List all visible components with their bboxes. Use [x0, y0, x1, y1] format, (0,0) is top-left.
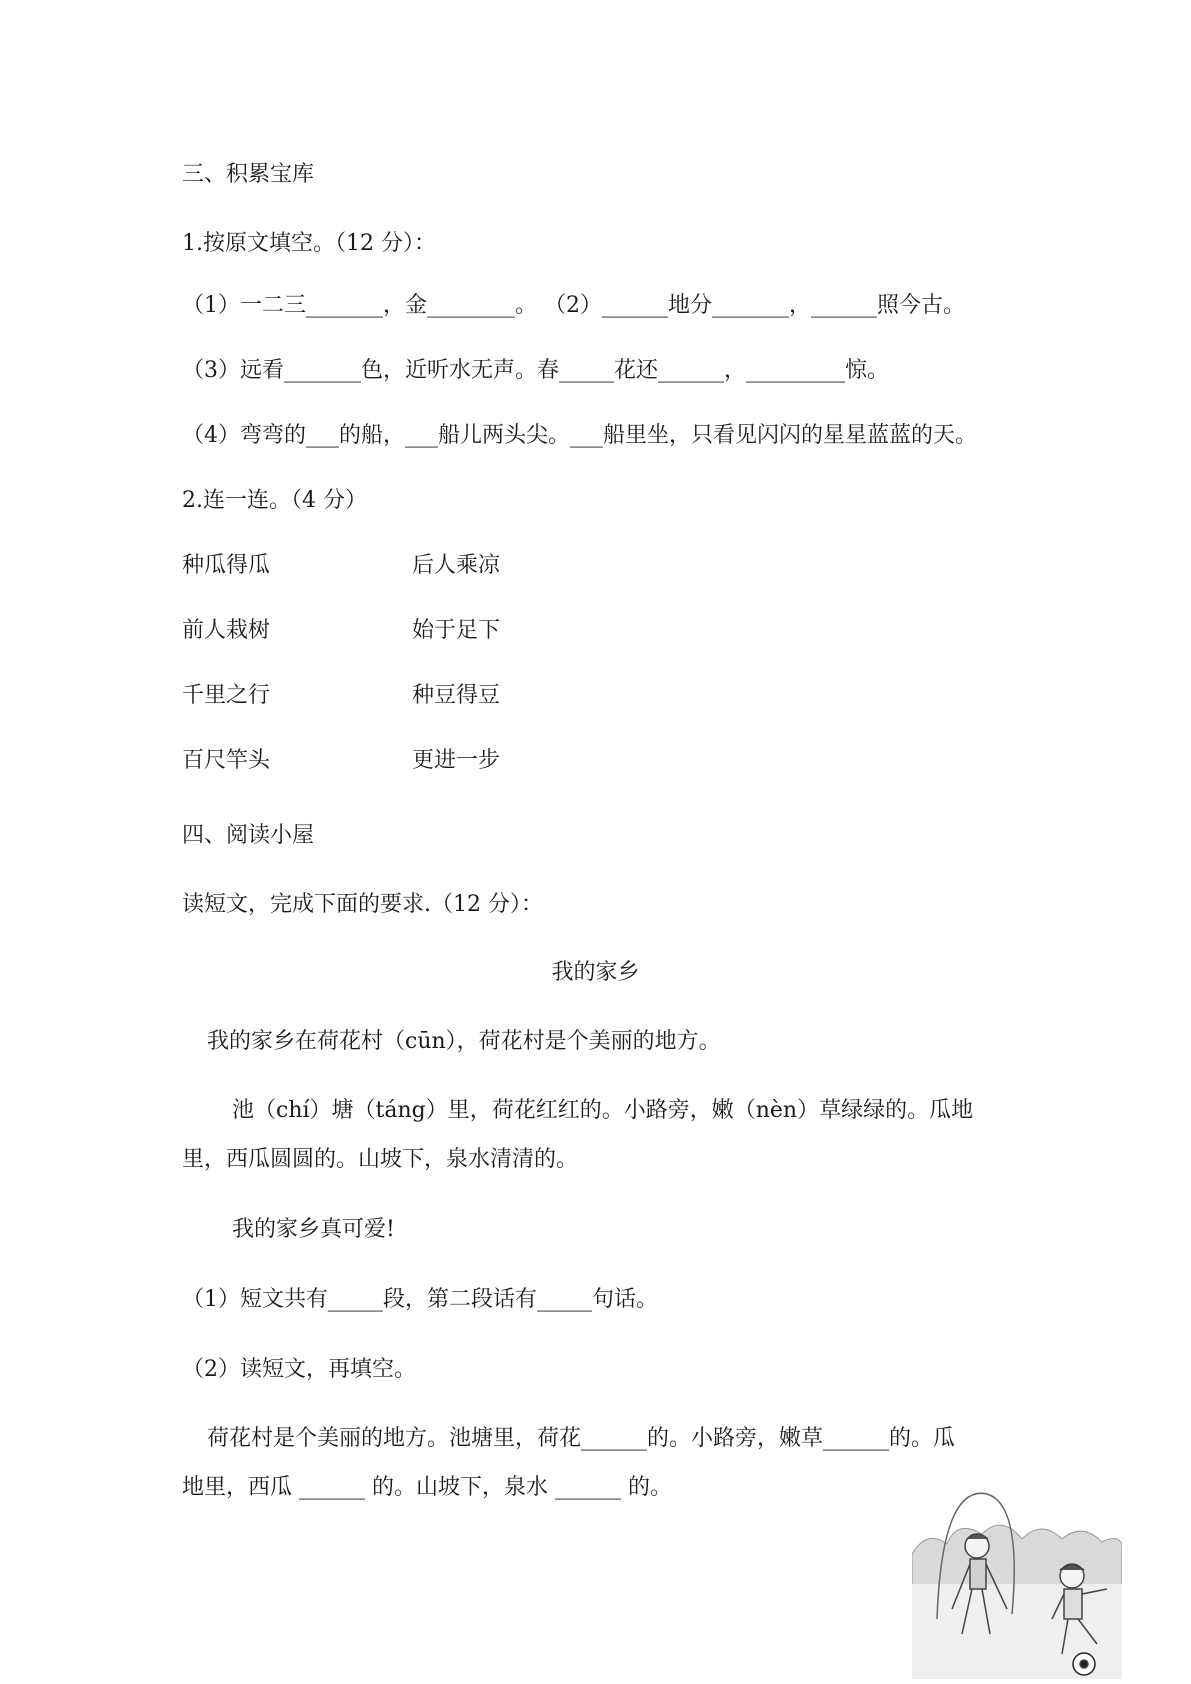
bushes-background	[912, 1525, 1122, 1594]
reading-answer-line: 地里，西瓜 ______ 的。山坡下，泉水 ______ 的。	[182, 1475, 672, 1500]
passage-paragraph: 池（chí）塘（táng）里，荷花红红的。小路旁，嫩（nèn）草绿绿的。瓜地	[232, 1098, 974, 1123]
fill-blank-line: （3）远看_______色，近听水无声。春_____花还______，_________惊。	[182, 358, 889, 383]
reading-question: （2）读短文，再填空。	[182, 1357, 416, 1382]
children-playing-illustration	[912, 1484, 1122, 1679]
match-right-item: 始于足下	[412, 618, 501, 643]
passage-paragraph: 我的家乡在荷花村（cūn），荷花村是个美丽的地方。	[207, 1029, 721, 1054]
match-left-item: 种瓜得瓜	[182, 553, 271, 578]
question-title: 2.连一连。（4 分）	[182, 488, 367, 513]
section-heading: 三、积累宝库	[182, 162, 315, 187]
match-right-item: 种豆得豆	[412, 683, 501, 708]
question-title: 读短文，完成下面的要求.（12 分）：	[182, 892, 543, 917]
match-right-item: 更进一步	[412, 748, 501, 773]
fill-blank-line: （1）一二三_______，金________。 （2）______地分_______，______照今古。	[182, 293, 965, 318]
match-left-item: 百尺竿头	[182, 748, 271, 773]
passage-paragraph: 我的家乡真可爱!	[232, 1217, 395, 1242]
passage-title: 我的家乡	[551, 960, 640, 985]
passage-paragraph: 里，西瓜圆圆的。山坡下，泉水清清的。	[182, 1147, 579, 1172]
match-left-item: 前人栽树	[182, 618, 271, 643]
section-heading: 四、阅读小屋	[182, 823, 315, 848]
match-right-item: 后人乘凉	[412, 553, 501, 578]
match-left-item: 千里之行	[182, 683, 271, 708]
reading-question: （1）短文共有_____段，第二段话有_____句话。	[182, 1287, 658, 1312]
question-title: 1.按原文填空。（12 分）：	[182, 231, 436, 256]
fill-blank-line: （4）弯弯的___的船，___船儿两头尖。___船里坐，只看见闪闪的星星蓝蓝的天。	[182, 423, 977, 448]
reading-answer-line: 荷花村是个美丽的地方。池塘里，荷花______的。小路旁，嫩草______的。瓜	[207, 1426, 956, 1451]
